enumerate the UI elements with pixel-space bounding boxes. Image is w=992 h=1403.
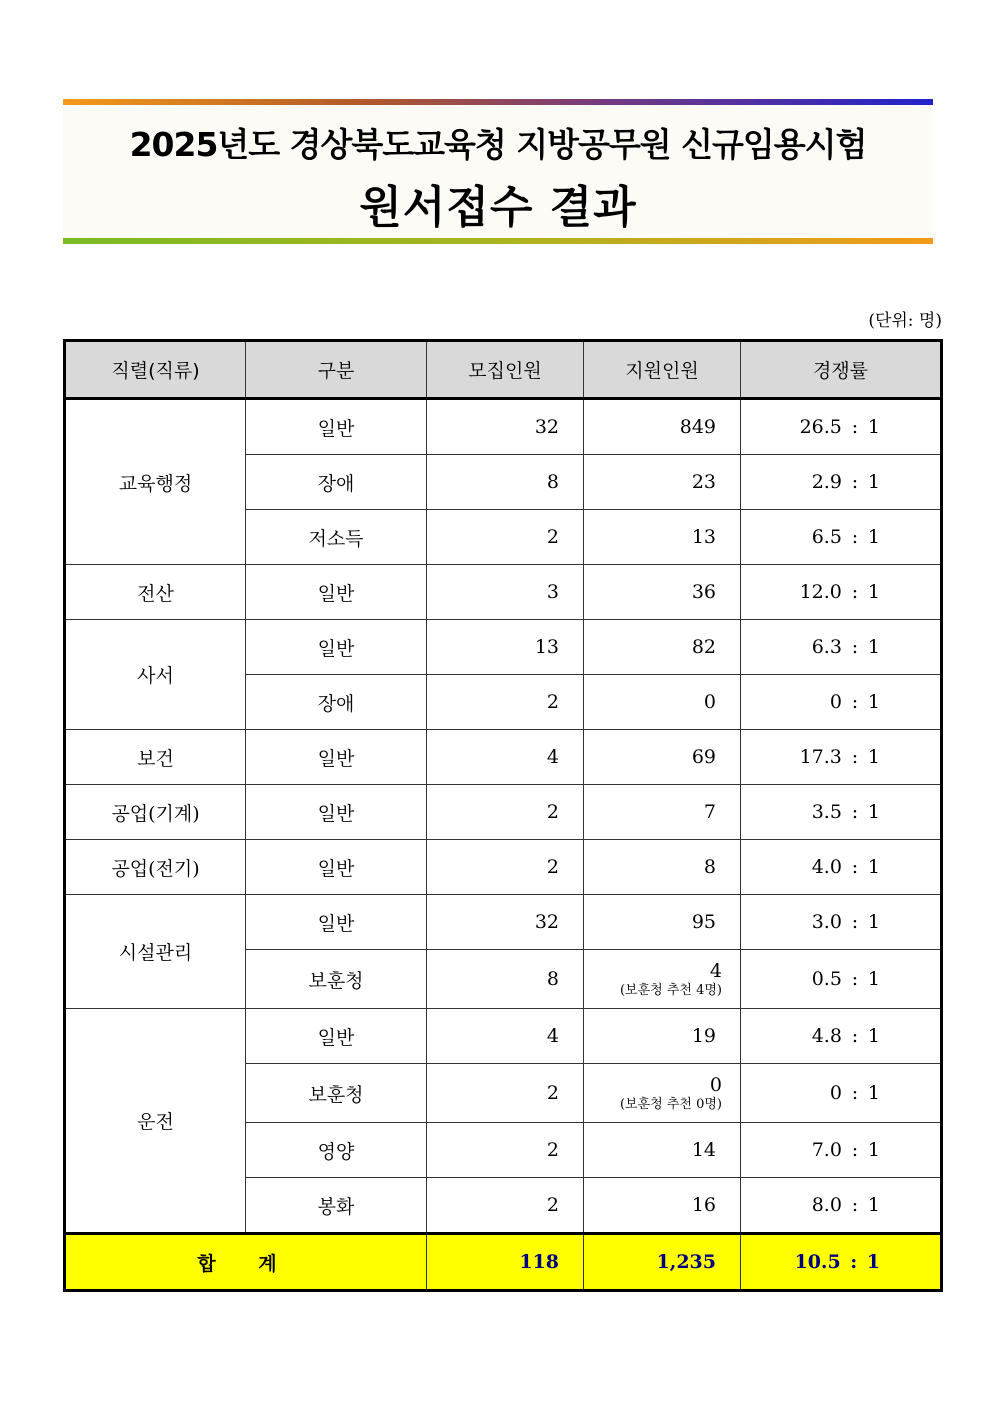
ratio-base: 1 [867, 691, 880, 713]
table-row [65, 785, 942, 840]
recruit-cell: 2 [427, 785, 584, 840]
ratio-base: 1 [867, 801, 880, 823]
ratio-cell [741, 455, 942, 510]
ratio-separator: : [851, 746, 859, 768]
ratio-value: 8.0 [811, 1194, 842, 1216]
category-cell: 장애 [246, 675, 427, 730]
series-cell: 교육행정 [65, 399, 246, 565]
table-header-row [65, 341, 942, 399]
applied-cell: 82 [584, 620, 741, 675]
total-ratio [741, 1234, 942, 1291]
ratio-value: 6.3 [811, 636, 842, 658]
applied-cell: 95 [584, 895, 741, 950]
ratio-separator: : [851, 581, 859, 603]
category-cell: 봉화 [246, 1178, 427, 1234]
category-cell: 일반 [246, 730, 427, 785]
table-row [65, 565, 942, 620]
page-subtitle: 원서접수 결과 [359, 182, 637, 233]
recruit-cell: 2 [427, 675, 584, 730]
recruit-cell: 13 [427, 620, 584, 675]
ratio-cell [741, 950, 942, 1009]
applied-cell: 69 [584, 730, 741, 785]
series-cell: 공업(전기) [65, 840, 246, 895]
ratio-separator: : [850, 1251, 858, 1273]
ratio-base: 1 [867, 1194, 880, 1216]
total-label: 합 계 [65, 1234, 427, 1291]
series-cell: 전산 [65, 565, 246, 620]
applied-cell: 7 [584, 785, 741, 840]
ratio-value: 2.9 [811, 471, 842, 493]
recruit-cell: 8 [427, 950, 584, 1009]
ratio-cell [741, 1178, 942, 1234]
applied-note: (보훈청 추천 4명) [619, 982, 722, 998]
ratio-value: 6.5 [811, 526, 842, 548]
ratio-base: 1 [867, 471, 880, 493]
ratio-cell [741, 675, 942, 730]
category-cell: 장애 [246, 455, 427, 510]
applied-cell: 13 [584, 510, 741, 565]
ratio-base: 1 [867, 416, 880, 438]
header-category: 구분 [246, 341, 427, 399]
results-table [63, 339, 943, 1292]
ratio-separator: : [851, 1082, 859, 1104]
ratio-value: 4.0 [811, 856, 842, 878]
header-recruit: 모집인원 [427, 341, 584, 399]
ratio-cell [741, 895, 942, 950]
ratio-base: 1 [867, 968, 880, 990]
ratio-separator: : [851, 691, 859, 713]
category-cell: 일반 [246, 840, 427, 895]
applied-value: 0 [709, 1073, 722, 1096]
recruit-cell: 32 [427, 399, 584, 455]
header-applied: 지원인원 [584, 341, 741, 399]
ratio-cell [741, 1123, 942, 1178]
ratio-cell [741, 1064, 942, 1123]
recruit-cell: 4 [427, 1009, 584, 1064]
ratio-separator: : [851, 968, 859, 990]
category-cell: 보훈청 [246, 1064, 427, 1123]
header-ratio: 경쟁률 [741, 341, 942, 399]
title-bottom-bar [63, 238, 933, 244]
table-row [65, 730, 942, 785]
series-cell: 시설관리 [65, 895, 246, 1009]
total-row [65, 1234, 942, 1291]
ratio-cell [741, 565, 942, 620]
recruit-cell: 3 [427, 565, 584, 620]
ratio-separator: : [851, 1025, 859, 1047]
applied-cell [584, 950, 741, 1009]
ratio-base: 1 [867, 856, 880, 878]
recruit-cell: 2 [427, 1178, 584, 1234]
recruit-cell: 4 [427, 730, 584, 785]
ratio-cell [741, 785, 942, 840]
ratio-value: 0 [829, 1082, 842, 1104]
table-row [65, 1009, 942, 1064]
ratio-value: 10.5 [794, 1251, 841, 1273]
category-cell: 일반 [246, 399, 427, 455]
table-row [65, 840, 942, 895]
recruit-cell: 2 [427, 840, 584, 895]
recruit-cell: 32 [427, 895, 584, 950]
recruit-cell: 2 [427, 1123, 584, 1178]
ratio-base: 1 [867, 1025, 880, 1047]
ratio-separator: : [851, 471, 859, 493]
page-title: 2025년도 경상북도교육청 지방공무원 신규임용시험 [129, 125, 867, 164]
category-cell: 보훈청 [246, 950, 427, 1009]
category-cell: 일반 [246, 565, 427, 620]
ratio-value: 4.8 [811, 1025, 842, 1047]
ratio-base: 1 [867, 636, 880, 658]
total-recruit: 118 [427, 1234, 584, 1291]
applied-cell: 849 [584, 399, 741, 455]
recruit-cell: 2 [427, 1064, 584, 1123]
table-row [65, 895, 942, 950]
ratio-separator: : [851, 801, 859, 823]
ratio-value: 0.5 [811, 968, 842, 990]
ratio-base: 1 [866, 1251, 880, 1273]
ratio-separator: : [851, 1194, 859, 1216]
series-cell: 공업(기계) [65, 785, 246, 840]
applied-cell: 16 [584, 1178, 741, 1234]
ratio-cell [741, 510, 942, 565]
category-cell: 영양 [246, 1123, 427, 1178]
ratio-cell [741, 730, 942, 785]
category-cell: 저소득 [246, 510, 427, 565]
unit-note: (단위: 명) [868, 311, 942, 331]
ratio-value: 0 [829, 691, 842, 713]
ratio-cell [741, 1009, 942, 1064]
ratio-value: 3.5 [811, 801, 842, 823]
applied-cell: 0 [584, 675, 741, 730]
ratio-value: 7.0 [811, 1139, 842, 1161]
table-body [65, 399, 942, 1291]
title-box [63, 99, 933, 244]
ratio-separator: : [851, 416, 859, 438]
series-cell: 보건 [65, 730, 246, 785]
ratio-base: 1 [867, 581, 880, 603]
series-cell: 운전 [65, 1009, 246, 1234]
ratio-separator: : [851, 911, 859, 933]
applied-cell: 14 [584, 1123, 741, 1178]
ratio-cell [741, 840, 942, 895]
applied-cell: 8 [584, 840, 741, 895]
recruit-cell: 2 [427, 510, 584, 565]
category-cell: 일반 [246, 1009, 427, 1064]
table-row [65, 620, 942, 675]
category-cell: 일반 [246, 620, 427, 675]
header-series: 직렬(직류) [65, 341, 246, 399]
category-cell: 일반 [246, 785, 427, 840]
applied-cell: 19 [584, 1009, 741, 1064]
ratio-cell [741, 620, 942, 675]
applied-cell: 36 [584, 565, 741, 620]
ratio-separator: : [851, 1139, 859, 1161]
ratio-value: 17.3 [799, 746, 842, 768]
title-top-bar [63, 99, 933, 105]
table-row [65, 399, 942, 455]
ratio-cell [741, 399, 942, 455]
ratio-value: 12.0 [799, 581, 842, 603]
ratio-separator: : [851, 636, 859, 658]
recruit-cell: 8 [427, 455, 584, 510]
ratio-separator: : [851, 856, 859, 878]
applied-value: 4 [709, 959, 722, 982]
ratio-separator: : [851, 526, 859, 548]
category-cell: 일반 [246, 895, 427, 950]
series-cell: 사서 [65, 620, 246, 730]
ratio-base: 1 [867, 1139, 880, 1161]
ratio-base: 1 [867, 526, 880, 548]
total-applied: 1,235 [584, 1234, 741, 1291]
ratio-value: 26.5 [799, 416, 842, 438]
applied-cell: 23 [584, 455, 741, 510]
ratio-base: 1 [867, 1082, 880, 1104]
applied-note: (보훈청 추천 0명) [619, 1096, 722, 1112]
ratio-value: 3.0 [811, 911, 842, 933]
applied-cell [584, 1064, 741, 1123]
ratio-base: 1 [867, 746, 880, 768]
ratio-base: 1 [867, 911, 880, 933]
